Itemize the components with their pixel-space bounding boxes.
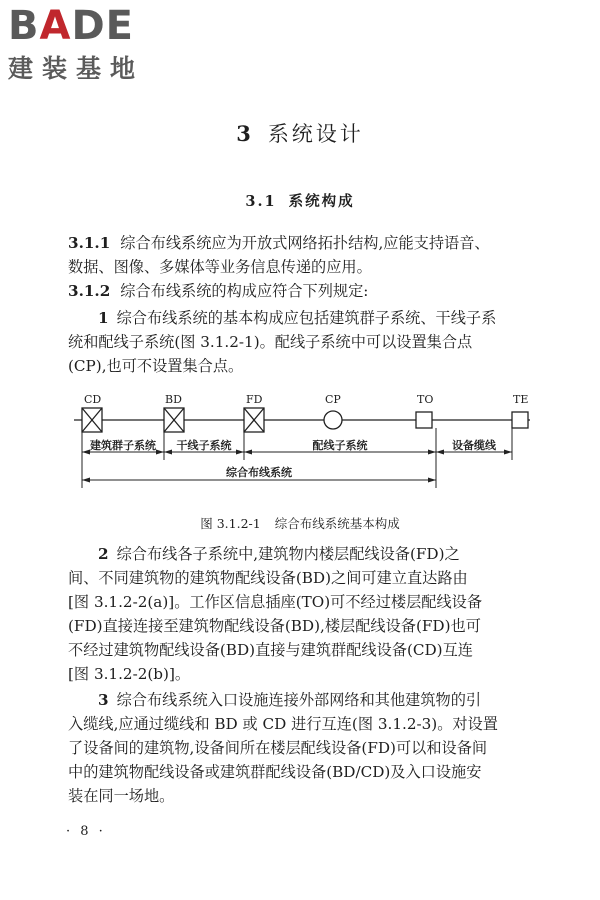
to-node [416, 412, 432, 428]
cd-node [82, 408, 102, 432]
item-text-line: 间、不同建筑物的建筑物配线设备(BD)之间可建立直达路由 [68, 569, 468, 587]
item-number: 2 [98, 545, 109, 563]
node-label-te: TE [513, 393, 529, 406]
node-label-to: TO [417, 393, 434, 406]
node-label-cp: CP [325, 393, 341, 406]
bd-node [164, 408, 184, 432]
fd-node [244, 408, 264, 432]
chapter-title: 系统设计 [267, 122, 364, 146]
item-number: 3 [98, 691, 109, 709]
clause-3-1-2 [68, 279, 548, 303]
logo-wordmark: BADE [8, 3, 134, 49]
page-number: · 8 · [66, 824, 106, 839]
section-number: 3.1 [245, 193, 277, 210]
section-title: 系统构成 [288, 193, 355, 210]
item-text-line: [图 3.1.2-2(a)]。工作区信息插座(TO)可不经过楼层配线设备 [68, 593, 483, 611]
item-text-line: 不经过建筑物配线设备(BD)直接与建筑群配线设备(CD)互连 [68, 641, 473, 659]
item-text-line: 装在同一场地。 [68, 787, 175, 805]
item-text-line: 中的建筑物配线设备或建筑群配线设备(BD/CD)及入口设施安 [68, 763, 482, 781]
segment-label-horizontal: 配线子系统 [312, 439, 368, 452]
segment-label-equipment-cable: 设备缆线 [452, 439, 496, 452]
item-text-line: (CP),也可不设置集合点。 [68, 357, 244, 375]
item-text-line: 入缆线,应通过缆线和 BD 或 CD 进行互连(图 3.1.2-3)。对设置 [68, 715, 498, 733]
item-text-line: 综合布线各子系统中,建筑物内楼层配线设备(FD)之 [116, 545, 460, 563]
clause-text-line: 综合布线系统应为开放式网络拓扑结构,应能支持语音、 [120, 234, 490, 252]
item-text-line: [图 3.1.2-2(b)]。 [68, 665, 191, 683]
overall-system-label: 综合布线系统 [226, 466, 292, 479]
item-text-line: 统和配线子系统(图 3.1.2-1)。配线子系统中可以设置集合点 [68, 333, 473, 351]
clause-text-line: 综合布线系统的构成应符合下列规定: [120, 282, 369, 300]
section-heading [0, 190, 600, 211]
clause-number: 3.1.1 [68, 234, 111, 252]
node-label-cd: CD [84, 393, 102, 406]
item-text-line: (FD)直接连接至建筑物配线设备(BD),楼层配线设备(FD)也可 [68, 617, 481, 635]
segment-dimensions [82, 452, 512, 480]
cp-node [324, 411, 342, 429]
node-label-bd: BD [165, 393, 182, 406]
item-text-line: 综合布线系统的基本构成应包括建筑群子系统、干线子系 [116, 309, 497, 327]
item-text-line: 了设备间的建筑物,设备间所在楼层配线设备(FD)可以和设备间 [68, 739, 488, 757]
clause-3-1-1 [68, 231, 548, 279]
brand-logo [8, 4, 144, 84]
figure-title: 综合布线系统基本构成 [274, 516, 400, 531]
item-2 [68, 542, 548, 686]
chapter-heading [0, 118, 600, 148]
system-diagram [60, 388, 540, 503]
clause-text-line: 数据、图像、多媒体等业务信息传递的应用。 [68, 258, 372, 276]
segment-label-backbone: 干线子系统 [176, 439, 232, 452]
chapter-number: 3 [236, 121, 254, 146]
item-number: 1 [98, 309, 109, 327]
node-label-fd: FD [246, 393, 263, 406]
te-node [512, 412, 528, 428]
item-3 [68, 688, 548, 808]
logo-subtitle: 建装基地 [8, 54, 145, 83]
item-1 [68, 306, 548, 378]
figure-number: 图 3.1.2-1 [200, 516, 261, 531]
segment-label-campus: 建筑群子系统 [90, 439, 156, 452]
figure-caption [0, 514, 600, 532]
item-text-line: 综合布线系统入口设施连接外部网络和其他建筑物的引 [116, 691, 482, 709]
clause-number: 3.1.2 [68, 282, 111, 300]
